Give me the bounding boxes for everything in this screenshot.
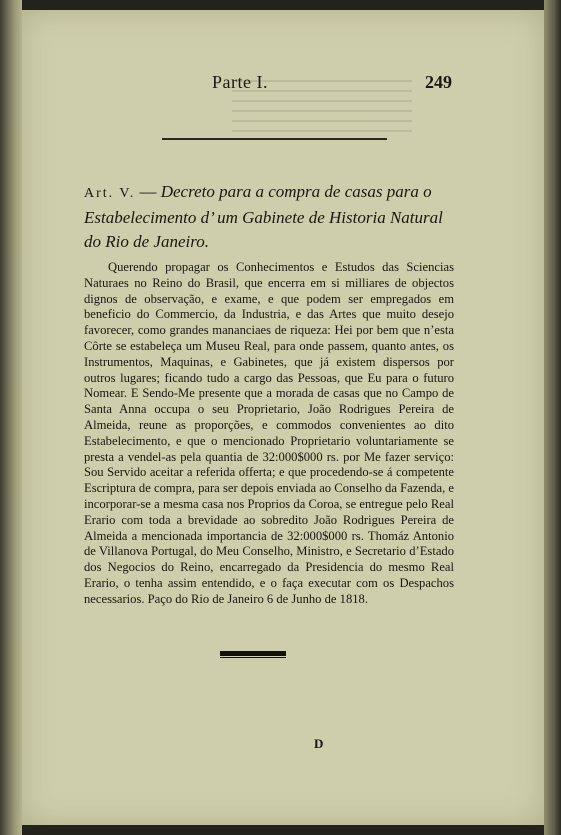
article-title: Decreto para a compra de casas para o Estabelecimento d’ um Gabinete de Historia Natural do Rio de Janeiro.: [84, 182, 443, 251]
article-body: Querendo propagar os Conhecimentos e Estudos das Sciencias Naturaes no Reino do Brasil, que encerra em si milliares de objectos dignos de observação, e exame, e que podem ser empregados em beneficio do Commercio, da Industria, e das Artes que muito desejo favorecer, como grandes mananciaes de riqueza: Hei por bem que n’esta Côrte se estabeleça um Museu Real, para onde passem, quanto antes, os Instrumentos, Maquinas, e Gabinetes, que já existem dispersos por outros lugares; ficando tudo a cargo das Pessoas, que Eu para o futuro Nomear. E Sendo-Me presente que a morada de casas que no Campo de Santa Anna occupa o seu Proprietario, João Rodrigues Pereira de Almeida, reune as proporções, e commodos convenientes ao dito Estabelecimento, e que o mencionado Proprietario voluntariamente se presta a vendel-as pela quantia de 32:000$000 rs. por Me fazer serviço: Sou Servido aceitar a referida offerta; e que procedendo-se á competente Escriptura de compra, para ser depois enviada ao Conselho da Fazenda, e incorporar-se a mesma casa nos Proprios da Coroa, se entregue pelo Real Erario com toda a brevidade ao sobredito João Rodrigues Pereira de Almeida a mencionada importancia de 32:000$000 rs. Thomáz Antonio de Villanova Portugal, do Meu Conselho, Ministro, e Secretario d’Estado dos Negocios do Reino, encarregado da Presidencia do mesmo Real Erario, o tenha assim entendido, e o faça executar com os Despachos necessarios. Paço do Rio de Janeiro 6 de Junho de 1818.: [84, 260, 454, 606]
heading-dash: —: [139, 182, 157, 201]
closing-rule: [220, 651, 286, 656]
signature-mark: D: [314, 736, 324, 751]
book-page: [22, 10, 544, 825]
running-head: Parte I.: [212, 72, 268, 92]
page-header: [22, 72, 544, 102]
page-number: 249: [425, 72, 452, 92]
article-label: Art. V.: [84, 186, 136, 201]
right-page-edge: [544, 0, 561, 835]
left-page-edge: [0, 0, 22, 835]
article-heading: [84, 180, 454, 254]
header-rule: [162, 138, 387, 140]
